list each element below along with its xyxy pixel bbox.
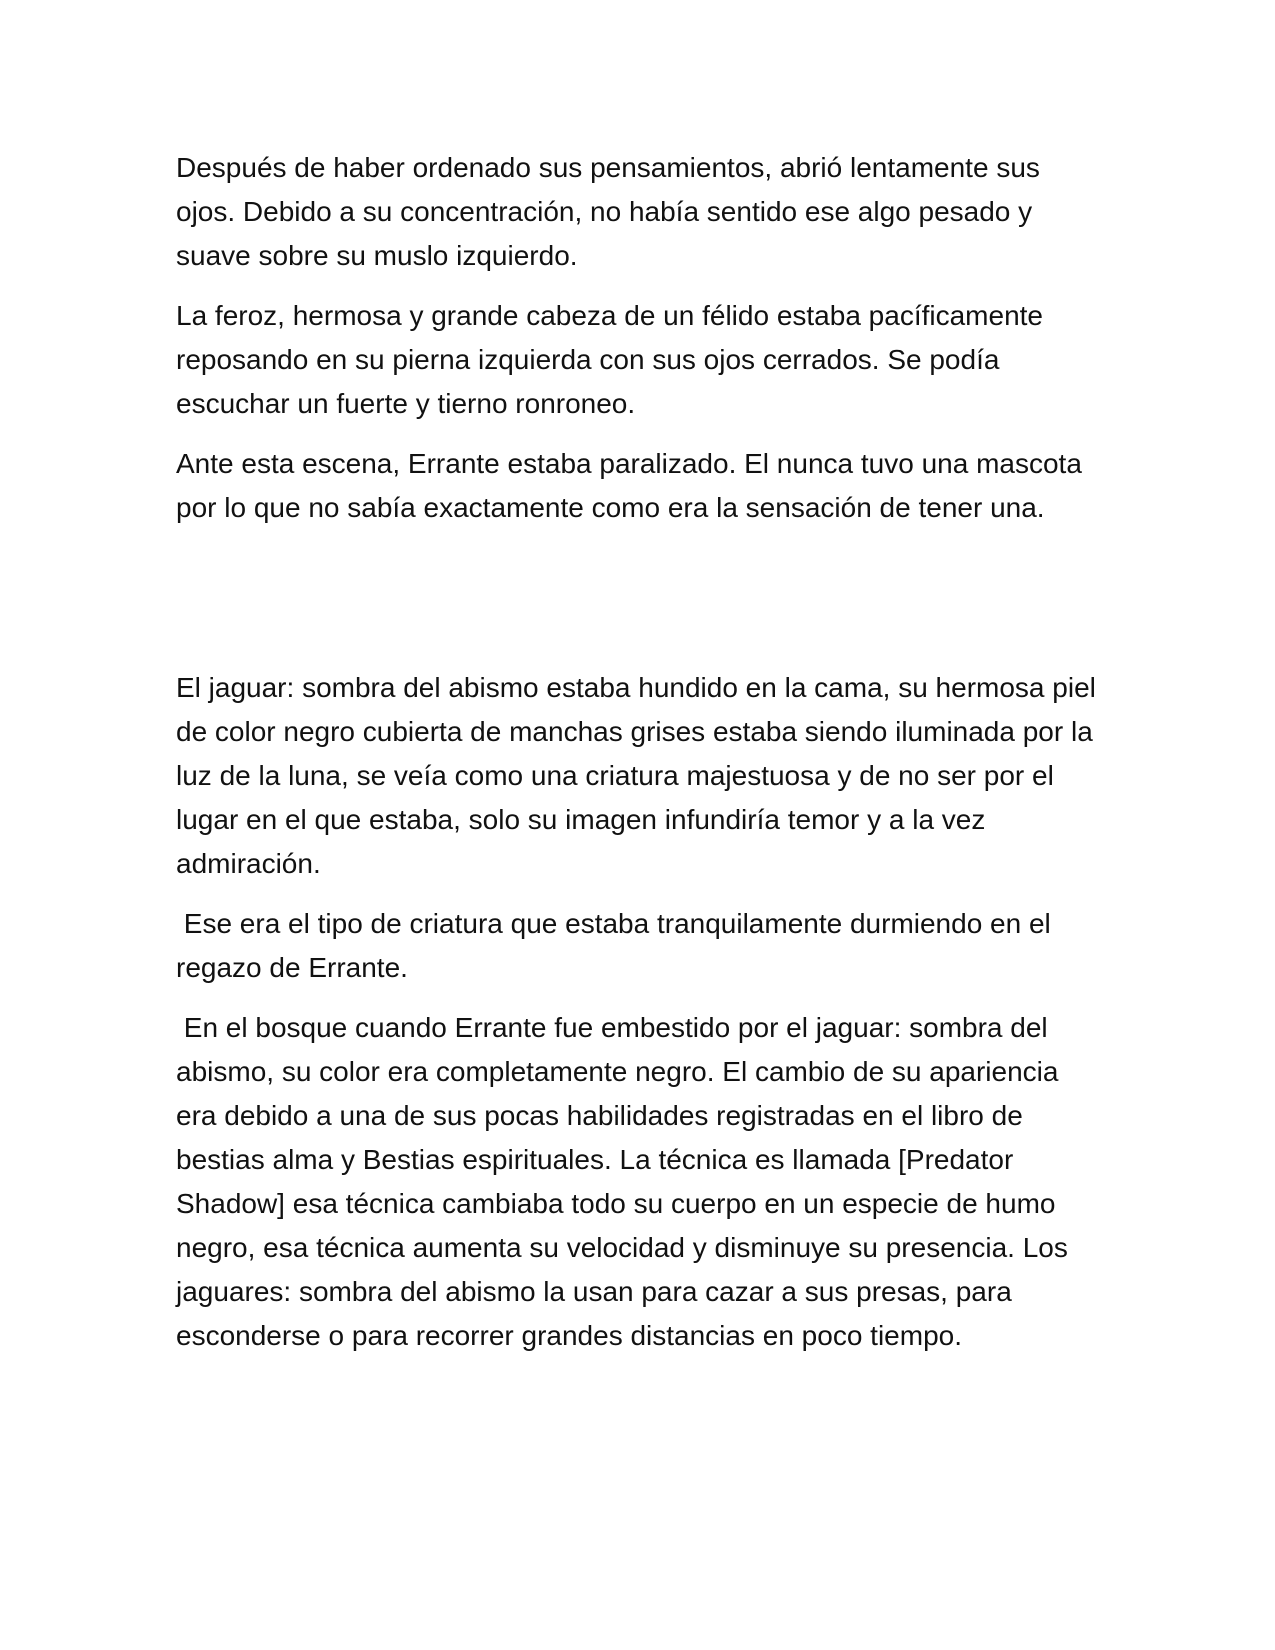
paragraph-4: El jaguar: sombra del abismo estaba hundido en la cama, su hermosa piel de color negro cubierta de manchas grises estaba siendo iluminada por la luz de la luna, se veía como una criatura majestuosa y de no ser por el lugar en el que estaba, solo su imagen infundiría temor y a la vez admiración. [176, 672, 1104, 879]
paragraph-2: La feroz, hermosa y grande cabeza de un félido estaba pacíficamente reposando en su pierna izquierda con sus ojos cerrados. Se podía escuchar un fuerte y tierno ronroneo. [176, 300, 1051, 419]
paragraph-spacer [176, 546, 1106, 666]
paragraph-6: En el bosque cuando Errante fue embestido por el jaguar: sombra del abismo, su color era completamente negro. El cambio de su apariencia era debido a una de sus pocas habilidades registradas en el libro de bestias alma y Bestias espirituales. La técnica es llamada [Predator Shadow] esa técnica cambiaba todo su cuerpo en un especie de humo negro, esa técnica aumenta su velocidad y disminuye su presencia. Los jaguares: sombra del abismo la usan para cazar a sus presas, para esconderse o para recorrer grandes distancias en poco tiempo. [176, 1012, 1076, 1351]
paragraph-5: Ese era el tipo de criatura que estaba tranquilamente durmiendo en el regazo de Errante. [176, 908, 1059, 983]
paragraph-1: Después de haber ordenado sus pensamientos, abrió lentamente sus ojos. Debido a su concentración, no había sentido ese algo pesado y suave sobre su muslo izquierdo. [176, 152, 1048, 271]
paragraph-3: Ante esta escena, Errante estaba paralizado. El nunca tuvo una mascota por lo que no sabía exactamente como era la sensación de tener una. [176, 448, 1090, 523]
document-body [176, 146, 1106, 1374]
